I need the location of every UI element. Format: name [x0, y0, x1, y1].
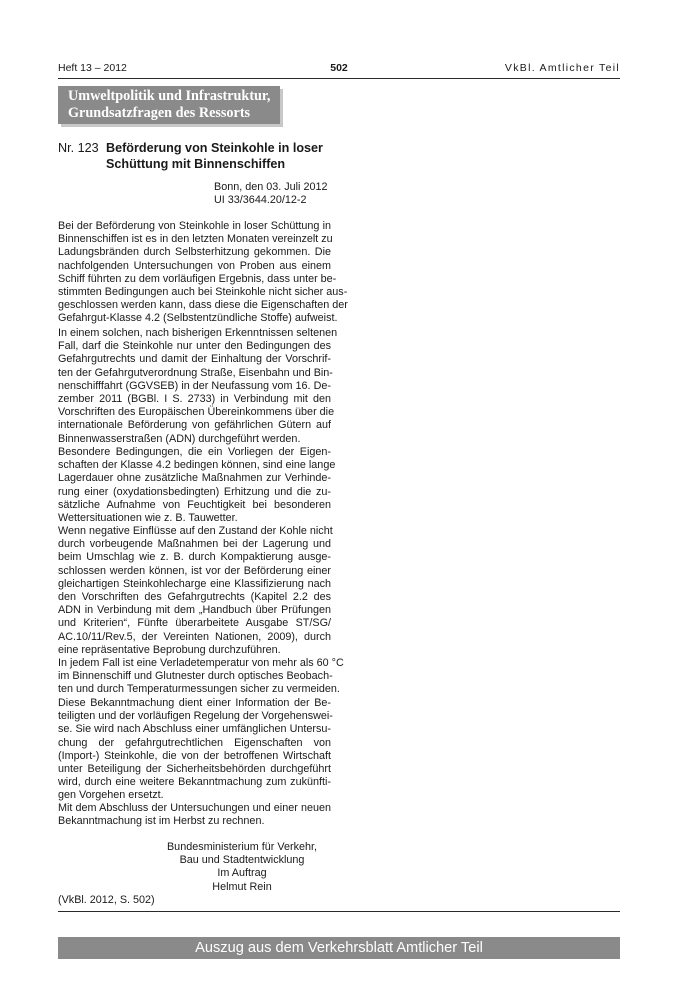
text-line: eine repräsentative Beprobung durchzuführen.	[58, 643, 281, 656]
text-line: Vorschriften des Europäischen Übereinkommens über die	[58, 406, 335, 419]
text-line: und Kriterien“, Fünfte überarbeitete Ausgabe ST/SG/	[58, 617, 331, 630]
paragraph-3	[58, 446, 336, 525]
text-line: Binnenschiffen ist es in den letzten Monaten vereinzelt zu	[58, 233, 333, 246]
issue-label: Heft 13 – 2012	[58, 62, 127, 74]
paragraph-1	[58, 220, 348, 326]
text-line: Schiff führten zu dem vorläufigen Ergebnis, dass unter be-	[58, 272, 337, 285]
text-line: chung der gefahrgutrechtlichen Eigenschaften von	[58, 736, 331, 749]
text-line: Gefahrgut-Klasse 4.2 (Selbstentzündliche Stoffe) aufweist.	[58, 312, 338, 325]
text-line: AC.10/11/Rev.5, der Vereinten Nationen, 2009), durch	[58, 630, 331, 643]
section-heading	[58, 86, 280, 124]
text-line: (Import-) Steinkohle, die von der betroffenen Wirtschaft	[58, 749, 331, 762]
text-line: Bei der Beförderung von Steinkohle in loser Schüttung in	[58, 220, 331, 232]
signature-authority-line-2: Bau und Stadtentwicklung	[179, 854, 305, 867]
text-line: ten und durch Temperaturmessungen sicher zu vermeiden.	[58, 683, 340, 696]
signature-authority-line-1: Bundesministerium für Verkehr,	[166, 841, 318, 853]
text-line: Diese Bekanntmachung dient einer Information der Be-	[58, 697, 331, 709]
signature-on-behalf: Im Auftrag	[217, 867, 267, 880]
running-header	[58, 61, 620, 75]
text-line: wird, durch eine weitere Bekanntmachung zum zukünfti-	[58, 776, 331, 789]
signature-block	[154, 841, 330, 894]
text-line: teiligten und der vorläufigen Regelung der Vorgehenswei-	[58, 710, 333, 723]
text-line: nachfolgenden Untersuchungen von Proben aus einem	[58, 259, 331, 272]
text-line: Mit dem Abschluss der Untersuchungen und einer neuen	[58, 802, 331, 814]
text-line: schaften der Klasse 4.2 bedingen können, sind eine lange	[58, 459, 336, 472]
text-line: stimmten Bedingungen auch bei Steinkohle nicht sicher aus-	[58, 285, 348, 298]
place-date: Bonn, den 03. Juli 2012	[214, 181, 328, 193]
paragraph-6	[58, 697, 331, 803]
text-line: In jedem Fall ist eine Verladetemperatur von mehr als 60 °C	[58, 657, 344, 669]
paragraph-4	[58, 525, 331, 657]
text-line: sätzliche Aufnahme von Feuchtigkeit bei besonderen	[58, 498, 331, 511]
paragraph-7	[58, 802, 331, 828]
text-line: Gefahrgutrechts und damit der Einhaltung der Vorschrif-	[58, 353, 331, 366]
text-line: zember 2011 (BGBl. I S. 2733) in Verbindung mit den	[58, 392, 331, 405]
text-line: nenschifffahrt (GGVSEB) in der Neufassung vom 16. De-	[58, 379, 331, 392]
signatory-name: Helmut Rein	[212, 880, 272, 893]
text-line: In einem solchen, nach bisherigen Erkenntnissen seltenen	[58, 327, 338, 339]
text-line: unter Beteiligung der Sicherheitsbehörden durchgeführt	[58, 762, 331, 775]
footer-banner-text: Auszug aus dem Verkehrsblatt Amtlicher Teil	[195, 940, 483, 956]
article-number: Nr. 123	[58, 141, 99, 155]
section-heading-line-2: Grundsatzfragen des Ressorts	[68, 105, 251, 121]
article-title-line-2: Schüttung mit Binnenschiffen	[106, 157, 286, 171]
text-line: gleichartigen Steinkohlecharge eine Klassifizierung nach	[58, 577, 331, 590]
text-line: schlossen werden können, ist vor der Beförderung einer	[58, 564, 331, 577]
text-line: Ladungsbränden durch Selbsterhitzung gekommen. Die	[58, 246, 331, 259]
text-line: Lagerdauer ohne zusätzliche Maßnahmen zur Verhinde-	[58, 472, 331, 485]
text-line: ten der Gefahrgutverordnung Straße, Eisenbahn und Bin-	[58, 366, 333, 379]
footer-banner	[58, 937, 620, 959]
header-divider	[58, 78, 620, 79]
text-line: den Vorschriften des Gefahrgutrechts (Kapitel 2.2 des	[58, 590, 331, 603]
reference-number: UI 33/3644.20/12-2	[214, 194, 307, 206]
text-line: ADN in Verbindung mit dem „Handbuch über Prüfungen	[58, 604, 331, 617]
text-line: im Binnenschiff und Glutnester durch optisches Beobach-	[58, 670, 333, 683]
article-title-line-1: Beförderung von Steinkohle in loser	[106, 141, 323, 155]
text-line: gen Vorgehen ersetzt.	[58, 789, 164, 802]
text-line: internationale Beförderung von gefährlichen Gütern auf	[58, 419, 331, 432]
article-title	[106, 140, 336, 172]
text-line: Wenn negative Einflüsse auf den Zustand der Kohle nicht	[58, 525, 333, 537]
text-line: rung einer (oxydationsbedingten) Erhitzung und die zu-	[58, 485, 331, 498]
page-number: 502	[330, 62, 348, 74]
text-line: Binnenwasserstraßen (ADN) durchgeführt werden.	[58, 432, 301, 445]
paragraph-2	[58, 327, 338, 446]
dateline	[214, 181, 327, 207]
citation: (VkBl. 2012, S. 502)	[58, 894, 155, 906]
text-line: Besondere Bedingungen, die ein Vorliegen der Eigen-	[58, 446, 331, 458]
text-line: Wettersituationen wie z. B. Tauwetter.	[58, 511, 238, 524]
section-heading-line-1: Umweltpolitik und Infrastruktur,	[68, 88, 271, 104]
text-line: Fall, darf die Steinkohle nur unter den Bedingungen des	[58, 340, 331, 353]
text-line: durch vorbeugende Maßnahmen bei der Lagerung und	[58, 538, 331, 551]
text-line: se. Sie wird nach Abschluss einer umfänglichen Untersu-	[58, 723, 331, 736]
footer-divider	[58, 911, 620, 912]
text-line: beim Umschlag wie z. B. durch Kompaktierung ausge-	[58, 551, 331, 564]
text-line: geschlossen werden kann, dass diese die Eigenschaften der	[58, 299, 348, 312]
publication-name: VkBl. Amtlicher Teil	[504, 62, 620, 74]
paragraph-5	[58, 657, 344, 697]
text-line: Bekanntmachung ist im Herbst zu rechnen.	[58, 815, 265, 828]
